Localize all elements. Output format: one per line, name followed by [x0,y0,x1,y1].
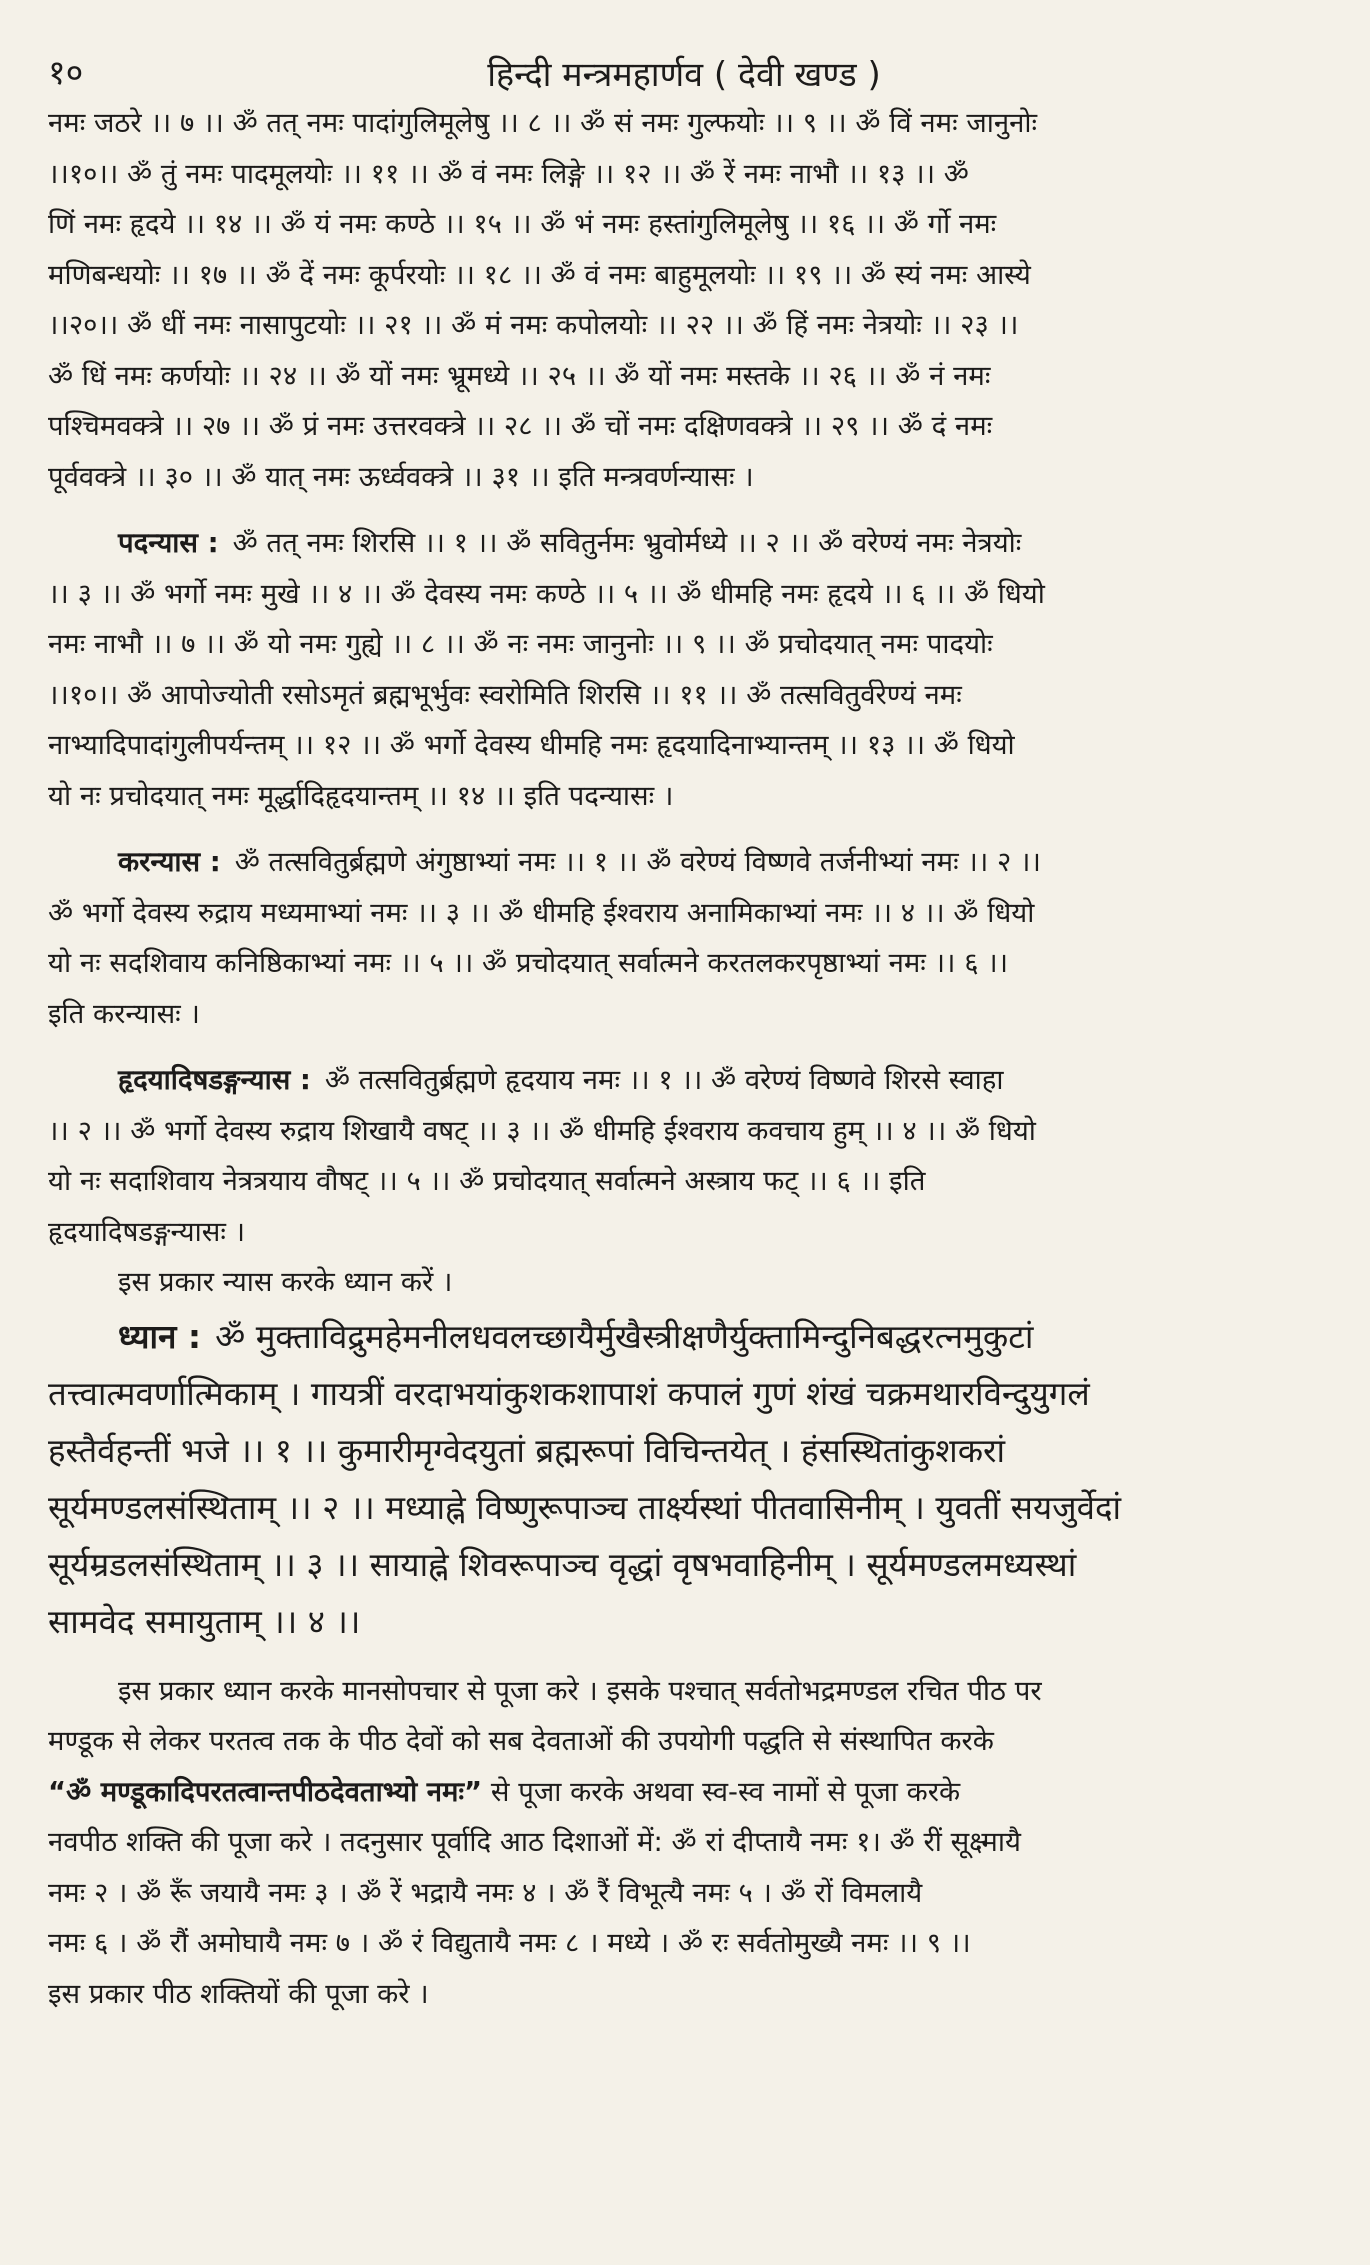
text-line: ।।१०।। ॐ आपोज्योती रसोऽमृतं ब्रह्मभूर्भुवः स्वरोमिति शिरसि ।। ११ ।। ॐ तत्सवितुर्वरेण्यं नमः [48,678,962,711]
text-line: ॐ भर्गो देवस्य रुद्राय मध्यमाभ्यां नमः ।। ३ ।। ॐ धीमहि ईश्वराय अनामिकाभ्यां नमः ।। ४ ।। ॐ धियो [48,896,1035,929]
text-line: नमः जठरे ।। ७ ।। ॐ तत् नमः पादांगुलिमूलेषु ।। ८ ।। ॐ सं नमः गुल्फयोः ।। ९ ।। ॐ विं नमः जानुनोः [48,107,1038,139]
text-line: इस प्रकार ध्यान करके मानसोपचार से पूजा करे । इसके पश्चात् सर्वतोभद्रमण्डल रचित पीठ पर [118,1674,1042,1707]
text-line: पूर्ववक्त्रे ।। ३० ।। ॐ यात् नमः ऊर्ध्ववक्त्रे ।। ३१ ।। इति मन्त्रवर्णन्यासः । [48,460,754,493]
section-heading: पदन्यास : [118,527,219,559]
pada-nyasa-section [48,518,1320,821]
text-line: ।।२०।। ॐ धीं नमः नासापुटयोः ।। २१ ।। ॐ मं नमः कपोलयोः ।। २२ ।। ॐ हिं नमः नेत्रयोः ।। २३ ।। [48,309,1019,341]
text-line: हृदयादिषडङ्गन्यासः । [48,1215,246,1248]
text-line: मणिबन्धयोः ।। १७ ।। ॐ दें नमः कूर्परयोः ।। १८ ।। ॐ वं नमः बाहुमूलयोः ।। १९ ।। ॐ स्यं नमः आस्ये [48,258,1031,291]
text-line: इस प्रकार पीठ शक्तियों की पूजा करे । [48,1977,429,2010]
running-title: हिन्दी मन्त्रमहार्णव ( देवी खण्ड ) [487,55,881,95]
hridayadi-nyasa-section [48,1055,1320,1308]
text-line: यो नः सदशिवाय कनिष्ठिकाभ्यां नमः ।। ५ ।। ॐ प्रचोदयात् सर्वात्मने करतलकरपृष्ठाभ्यां नमः ।। ६ ।। [48,947,1009,979]
text-line: नमः २ । ॐ रूँ जयायै नमः ३ । ॐ रें भद्रायै नमः ४ । ॐ रैं विभूत्यै नमः ५ । ॐ रों विमलायै [48,1876,923,1909]
text-line: णिं नमः हृदये ।। १४ ।। ॐ यं नमः कण्ठे ।। १५ ।। ॐ भं नमः हस्तांगुलिमूलेषु ।। १६ ।। ॐ र्गो नमः [48,208,997,240]
text-line: ॐ तत्सवितुर्ब्रह्मणे अंगुष्ठाभ्यां नमः ।। १ ।। ॐ वरेण्यं विष्णवे तर्जनीभ्यां नमः ।। २ ।। [234,846,1041,878]
text-line: यो नः सदाशिवाय नेत्रत्रयाय वौषट् ।। ५ ।। ॐ प्रचोदयात् सर्वात्मने अस्त्राय फट् ।। ६ ।। इति [48,1165,926,1197]
text-line: ।।१०।। ॐ तुं नमः पादमूलयोः ।। ११ ।। ॐ वं नमः लिङ्गे ।। १२ ।। ॐ रें नमः नाभौ ।। १३ ।। ॐ [48,157,969,190]
mantra-varna-nyasa [48,98,1320,502]
text-line: नवपीठ शक्ति की पूजा करे । तदनुसार पूर्वादि आठ दिशाओं में: ॐ रां दीप्तायै नमः १। ॐ रीं सूक्ष्मायै [48,1826,1021,1858]
text-line: नमः ६ । ॐ रौं अमोघायै नमः ७ । ॐ रं विद्युतायै नमः ८ । मध्ये । ॐ रः सर्वतोमुख्यै नमः ।। ९ ।। [48,1927,971,1959]
section-heading: ध्यान : [118,1316,202,1356]
text-line: ॐ तत्सवितुर्ब्रह्मणे हृदयाय नमः ।। १ ।। ॐ वरेण्यं विष्णवे शिरसे स्वाहा [324,1064,1004,1096]
kara-nyasa-section [48,837,1320,1039]
page-header [48,28,1320,98]
pitha-puja-section [48,1666,1320,2020]
text-line: मण्डूक से लेकर परतत्व तक के पीठ देवों को सब देवताओं की उपयोगी पद्धति से संस्थापित करके [48,1725,994,1757]
text-line: से पूजा करके अथवा स्व-स्व नामों से पूजा करके [482,1775,961,1808]
text-line: ॐ धिं नमः कर्णयोः ।। २४ ।। ॐ यों नमः भ्रूमध्ये ।। २५ ।। ॐ यों नमः मस्तके ।। २६ ।। ॐ नं नमः [48,359,991,392]
text-line: ॐ तत् नमः शिरसि ।। १ ।। ॐ सवितुर्नमः भ्रुवोर्मध्ये ।। २ ।। ॐ वरेण्यं नमः नेत्रयोः [232,527,1022,559]
text-line: सामवेद समायुताम् ।। ४ ।। [48,1601,361,1641]
section-heading: करन्यास : [118,846,221,878]
text-line: इति करन्यासः । [48,997,200,1030]
dhyana-section [48,1308,1320,1650]
page-number: १० [48,53,84,93]
text-line: सूर्यमण्डलसंस्थिताम् ।। २ ।। मध्याह्ने विष्णुरूपाञ्च तार्क्ष्यस्थां पीतवासिनीम् । युवतीं सयजुर्वेदां [48,1487,1122,1527]
text-line: ।। २ ।। ॐ भर्गो देवस्य रुद्राय शिखायै वषट् ।। ३ ।। ॐ धीमहि ईश्वराय कवचाय हुम् ।। ४ ।। ॐ धियो [48,1114,1036,1147]
text-line: तत्त्वात्मवर्णात्मिकाम् । गायत्रीं वरदाभयांकुशकशापाशं कपालं गुणं शंखं चक्रमथारविन्दुयुगलं [48,1373,1090,1413]
text-line: पश्चिमवक्त्रे ।। २७ ।। ॐ प्रं नमः उत्तरवक्त्रे ।। २८ ।। ॐ चों नमः दक्षिणवक्त्रे ।। २९ ।। ॐ दं नमः [48,410,993,442]
text-line: यो नः प्रचोदयात् नमः मूर्द्धादिहृदयान्तम् ।। १४ ।। इति पदन्यासः । [48,779,674,812]
section-heading: हृदयादिषडङ्गन्यास : [118,1064,311,1096]
text-line: नमः नाभौ ।। ७ ।। ॐ यो नमः गुह्ये ।। ८ ।। ॐ नः नमः जानुनोः ।। ९ ।। ॐ प्रचोदयात् नमः पादयोः [48,628,993,660]
text-line: सूर्यम्रडलसंस्थिताम् ।। ३ ।। सायाह्ने शिवरूपाञ्च वृद्धां वृषभवाहिनीम् । सूर्यमण्डलमध्यस्थां [48,1544,1077,1584]
text-line: इस प्रकार न्यास करके ध्यान करें । [118,1266,453,1298]
bold-mantra: “ॐ मण्डूकादिपरतत्वान्तपीठदेवताभ्यो नमः” [48,1775,483,1808]
text-line: ।। ३ ।। ॐ भर्गो नमः मुखे ।। ४ ।। ॐ देवस्य नमः कण्ठे ।। ५ ।। ॐ धीमहि नमः हृदये ।। ६ ।। ॐ धियो [48,577,1045,610]
text-line: नाभ्यादिपादांगुलीपर्यन्तम् ।। १२ ।। ॐ भर्गो देवस्य धीमहि नमः हृदयादिनाभ्यान्तम् ।। १३ ।। ॐ धियो [48,729,1015,761]
text-line: ॐ मुक्ताविद्रुमहेमनीलधवलच्छायैर्मुखैस्त्रीक्षणैर्युक्तामिन्दुनिबद्धरत्नमुकुटां [215,1316,1034,1356]
text-line: हस्तैर्वहन्तीं भजे ।। १ ।। कुमारीमृग्वेदयुतां ब्रह्मरूपां विचिन्तयेत् । हंसस्थितांकुशकरां [48,1430,1006,1470]
